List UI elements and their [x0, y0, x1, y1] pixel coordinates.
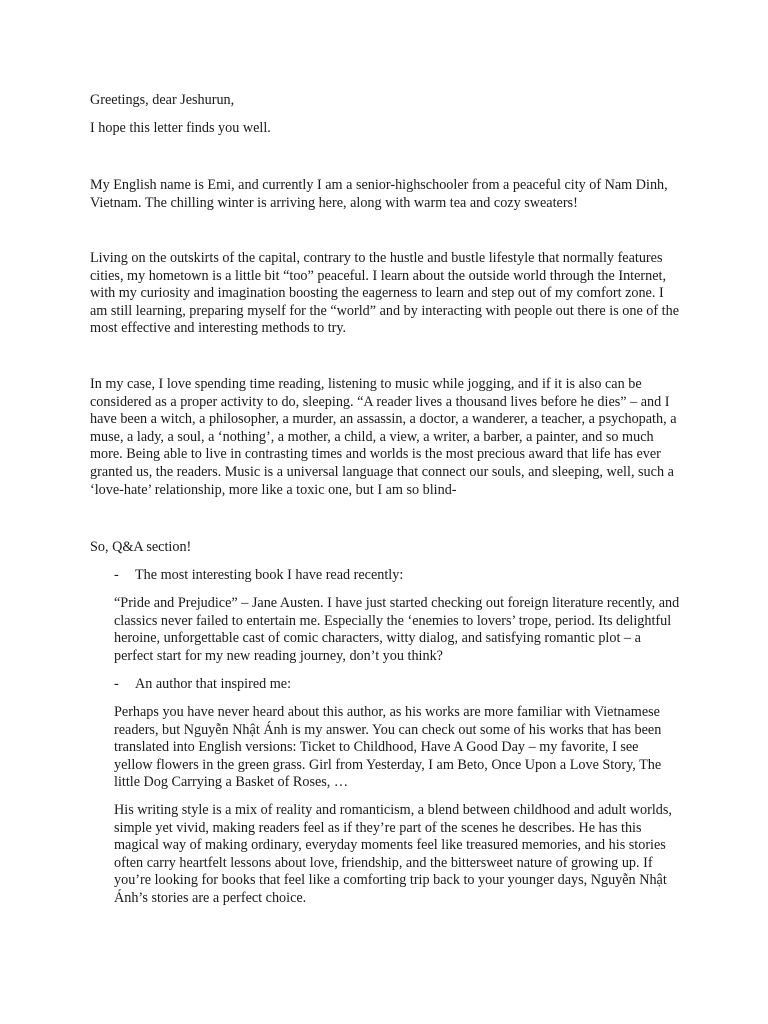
hobbies-paragraph: In my case, I love spending time reading, listening to music while jogging, and if it is also can be considered as a proper activity to do, sleeping. “A reader lives a thousand lives before he dies” – and I have been a witch, a philosopher, a murder, an assassin, a doctor, a wanderer, a teacher, a psychopath, a muse, a lady, a soul, a ‘nothing’, a mother, a child, a view, a writer, a barber, a painter, and so much more. Being able to live in contrasting times and worlds is the most precious award that life has ever granted us, the readers. Music is a universal language that connect our souls, and sleeping, well, such a ‘love-hate’ relationship, more like a toxic one, but I am so blind- — [90, 376, 677, 498]
answer-author-paragraph: Perhaps you have never heard about this author, as his works are more familiar with Vietnamese readers, but Nguyễn Nhật Ánh is my answer. You can check out some of his works that has been translated into English versions: Ticket to Childhood, Have A Good Day – my favorite, I see yellow flowers in the green grass. Girl from Yesterday, I am Beto, Once Upon a Love Story, The little Dog Carrying a Basket of Roses, … — [114, 704, 662, 791]
question-item-book — [114, 567, 680, 585]
hometown-paragraph: Living on the outskirts of the capital, contrary to the hustle and bustle lifestyle that normally features cities, my hometown is a little bit “too” peaceful. I learn about the outside world through the Internet, with my curiosity and imagination boosting the eagerness to learn and step out of my comfort zone. I am still learning, preparing myself for the “world” and by interacting with people out there is one of the most effective and interesting methods to try. — [90, 250, 679, 337]
answer-book-paragraph: “Pride and Prejudice” – Jane Austen. I have just started checking out foreign literature recently, and classics never failed to entertain me. Especially the ‘enemies to lovers’ trope, period. Its delightful heroine, unforgettable cast of comic characters, witty dialog, and satisfying romantic plot – a perfect start for my new reading journey, don’t you think? — [114, 595, 680, 664]
bullet-dash: - — [114, 676, 119, 692]
question-book: The most interesting book I have read recently: — [135, 567, 404, 583]
bullet-dash: - — [114, 567, 119, 583]
greeting-line: Greetings, dear Jeshurun, — [90, 92, 235, 108]
qa-intro-line: So, Q&A section! — [90, 539, 192, 555]
hope-line: I hope this letter finds you well. — [90, 120, 271, 136]
writing-style-paragraph: His writing style is a mix of reality and romanticism, a blend between childhood and adult worlds, simple yet vivid, making readers feel as if they’re part of the scenes he describes. He has this magical way of making ordinary, everyday moments feel like treasured memories, and his stories often carry heartfelt lessons about love, friendship, and the bittersweet nature of growing up. If you’re looking for books that feel like a comforting trip back to your younger days, Nguyễn Nhật Ánh’s stories are a perfect choice. — [114, 802, 672, 906]
question-author: An author that inspired me: — [135, 676, 292, 692]
question-item-author — [114, 676, 680, 694]
intro-paragraph: My English name is Emi, and currently I am a senior-highschooler from a peaceful city of Nam Dinh, Vietnam. The chilling winter is arriving here, along with warm tea and cozy sweaters! — [90, 177, 668, 211]
